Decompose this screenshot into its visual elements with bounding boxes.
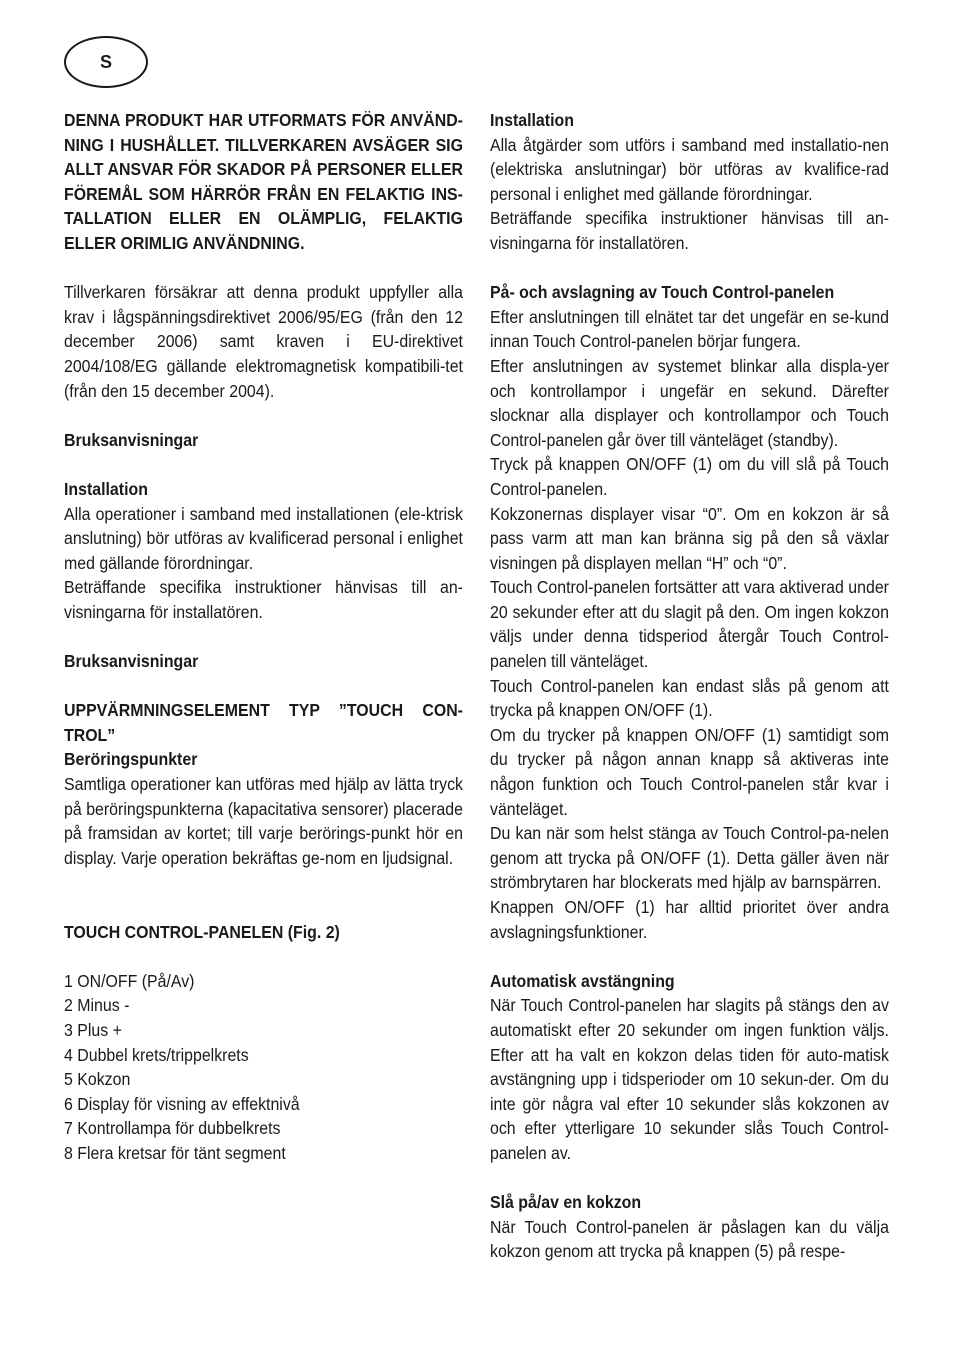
panel-items-list: [64, 970, 463, 1167]
on-off-paragraph: Kokzonernas displayer visar “0”. Om en kokzon är så pass varm att man kan bränna sig på den så växlar visningen på displayen mellan “H” och “0”.: [490, 504, 889, 573]
list-item: 4 Dubbel krets/trippelkrets: [64, 1045, 249, 1065]
list-item: 6 Display för visning av effektnivå: [64, 1094, 300, 1114]
on-off-paragraph: Touch Control-panelen kan endast slås på genom att trycka på knappen ON/OFF (1).: [490, 676, 889, 721]
list-item: 7 Kontrollampa för dubbelkrets: [64, 1119, 281, 1139]
heading-on-off: På- och avslagning av Touch Control-panelen: [490, 283, 835, 303]
language-badge: S: [64, 36, 148, 88]
on-off-paragraph: Om du trycker på knappen ON/OFF (1) samtidigt som du trycker på någon annan knapp så aktiveras inte någon funktion och Touch Control-panelen står kvar i vänteläget.: [490, 725, 889, 819]
on-off-paragraph: Tryck på knappen ON/OFF (1) om du vill slå på Touch Control-panelen.: [490, 455, 889, 499]
installation-right-paragraph-2: Beträffande specifika instruktioner hänvisas till an-visningarna för installatören.: [490, 209, 889, 253]
list-item: 5 Kokzon: [64, 1070, 131, 1090]
heading-installation: Installation: [64, 479, 148, 499]
left-column: [64, 109, 463, 1167]
heading-heating-element: UPPVÄRMNINGSELEMENT TYP ”TOUCH CON-TROL”: [64, 701, 463, 745]
installation-paragraph-2: Beträffande specifika instruktioner hänvisas till an-visningarna för installatören.: [64, 578, 463, 622]
heading-touch-control-panel: TOUCH CONTROL-PANELEN (Fig. 2): [64, 922, 340, 942]
list-item: 8 Flera kretsar för tänt segment: [64, 1143, 286, 1163]
heading-auto-off: Automatisk avstängning: [490, 971, 675, 991]
on-off-paragraph: Touch Control-panelen fortsätter att vara aktiverad under 20 sekunder efter att du slagit på den. Om ingen kokzon väljs under denna tidsperiod återgår Touch Control-panelen till vänteläget.: [490, 578, 889, 672]
list-item: 3 Plus +: [64, 1020, 122, 1040]
right-column: [490, 109, 889, 1265]
installation-paragraph-1: Alla operationer i samband med installationen (ele-ktrisk anslutning) bör utföras av kvalificerad personal i enlighet med gällande förordningar.: [64, 504, 463, 573]
on-off-paragraph: Efter anslutningen av systemet blinkar alla displa-yer och kontrollampor i ungefär en sekund. Därefter slocknar alla displayer och kontrollampor och Touch Control-panelen går över till vänteläget (standby).: [490, 356, 889, 450]
on-off-paragraph: Knappen ON/OFF (1) har alltid prioritet över andra avslagningsfunktioner.: [490, 898, 889, 942]
conformity-declaration: Tillverkaren försäkrar att denna produkt uppfyller alla krav i lågspänningsdirektivet 2006/95/EG (från den 12 december 2006) samt kraven i EU-direktivet 2004/108/EG gällande elektromagnetisk kompatibili-tet (från den 15 december 2004).: [64, 283, 463, 401]
heading-bruksanvisningar-2: Bruksanvisningar: [64, 652, 199, 672]
heading-installation-right: Installation: [490, 111, 574, 130]
heading-cooking-zone: Slå på/av en kokzon: [490, 1193, 642, 1213]
cooking-zone-paragraph: När Touch Control-panelen är påslagen kan du välja kokzon genom att trycka på knappen (5) på respe-: [490, 1217, 889, 1262]
installation-right-paragraph-1: Alla åtgärder som utförs i samband med installatio-nen (elektriska anslutningar) bör utföras av kvalifice-rad personal i enlighet med gällande förordningar.: [490, 135, 889, 204]
touch-points-paragraph: Samtliga operationer kan utföras med hjälp av lätta tryck på beröringspunkterna (kapacitativa sensorer) placerade på framsidan av kortet; till varje berörings-punkt hör en display. Varje operation bekräftas ge-nom en ljudsignal.: [64, 775, 463, 868]
heading-bruksanvisningar-1: Bruksanvisningar: [64, 430, 199, 450]
on-off-paragraph: Du kan när som helst stänga av Touch Control-pa-nelen genom att trycka på ON/OFF (1). Detta gäller även när strömbrytaren har blockerats med hjälp av barnspärren.: [490, 824, 889, 893]
list-item: 1 ON/OFF (På/Av): [64, 971, 195, 991]
auto-off-paragraph: När Touch Control-panelen har slagits på stängs den av automatiskt efter 20 sekunder om ingen funktion väljs. Efter att ha valt en kokzon delas tiden för auto-matisk avstängning upp i tidsperioder om 10 sekun-der. Om du inte gör några val efter 10 sekunder slås kokzonen av och efter ytterligare 10 sekunder slås Touch Control-panelen av.: [490, 996, 889, 1163]
heading-touch-points: Beröringspunkter: [64, 750, 198, 770]
safety-warning: DENNA PRODUKT HAR UTFORMATS FÖR ANVÄND-NING I HUSHÅLLET. TILLVERKAREN AVSÄGER SIG ALLT ANSVAR FÖR SKADOR PÅ PERSONER ELLER FÖREMÅL SOM HÄRRÖR FRÅN EN FELAKTIG INS-TALLATION ELLER EN OLÄMPLIG, FELAKTIG ELLER ORIMLIG ANVÄNDNING.: [64, 111, 463, 253]
list-item: 2 Minus -: [64, 996, 130, 1016]
on-off-paragraph: Efter anslutningen till elnätet tar det ungefär en se-kund innan Touch Control-panelen börjar fungera.: [490, 307, 889, 352]
